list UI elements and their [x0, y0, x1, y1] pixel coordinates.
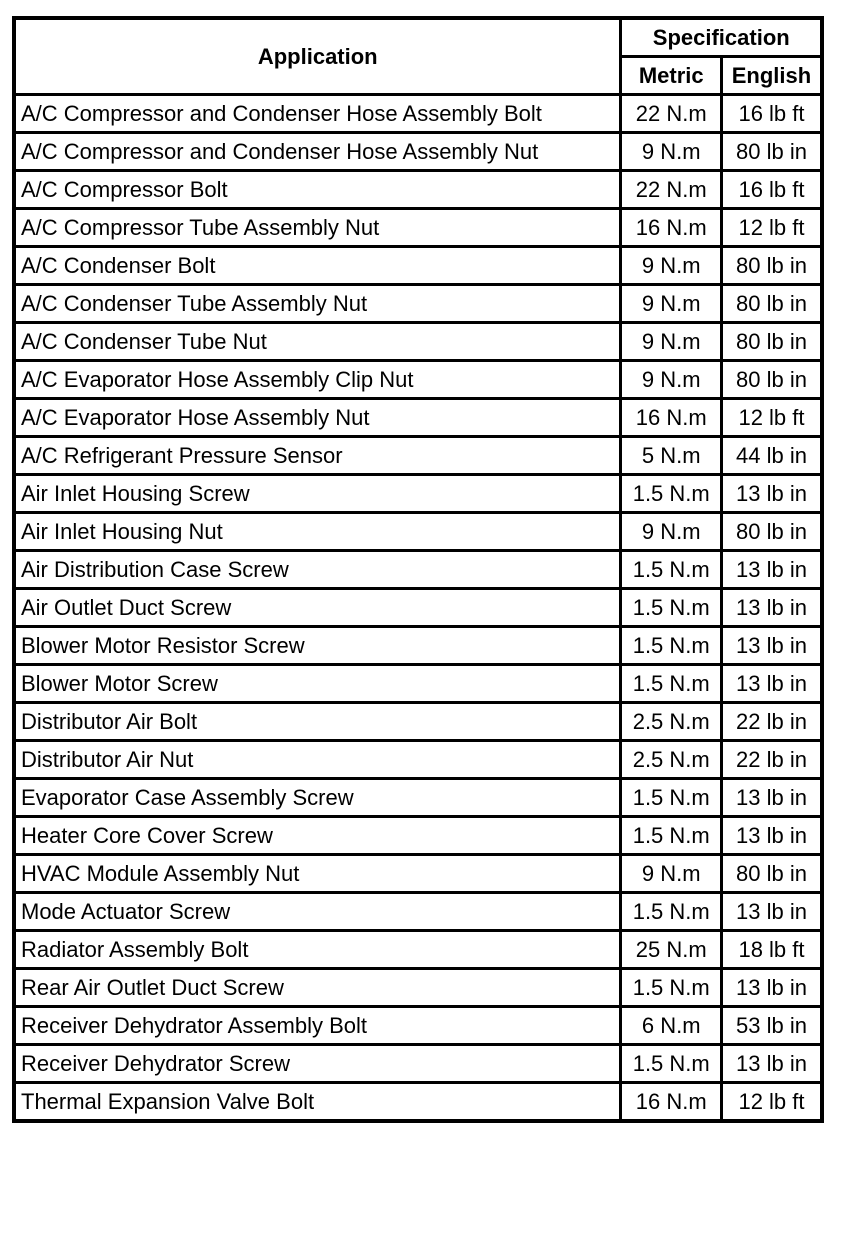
english-cell: 80 lb in [721, 513, 822, 551]
table-row [14, 703, 822, 741]
metric-cell: 22 N.m [621, 95, 721, 133]
application-cell: A/C Compressor Tube Assembly Nut [14, 209, 621, 247]
application-cell: Air Inlet Housing Nut [14, 513, 621, 551]
table-row [14, 665, 822, 703]
table-body [14, 95, 822, 1122]
application-cell: A/C Evaporator Hose Assembly Clip Nut [14, 361, 621, 399]
metric-cell: 9 N.m [621, 247, 721, 285]
table-row [14, 893, 822, 931]
english-cell: 80 lb in [721, 855, 822, 893]
application-cell: A/C Compressor and Condenser Hose Assembly Bolt [14, 95, 621, 133]
table-row [14, 475, 822, 513]
metric-cell: 9 N.m [621, 513, 721, 551]
metric-cell: 9 N.m [621, 361, 721, 399]
application-cell: Rear Air Outlet Duct Screw [14, 969, 621, 1007]
english-cell: 80 lb in [721, 285, 822, 323]
metric-cell: 1.5 N.m [621, 665, 721, 703]
table-row [14, 437, 822, 475]
application-cell: A/C Compressor Bolt [14, 171, 621, 209]
table-row [14, 285, 822, 323]
table-row [14, 513, 822, 551]
application-cell: HVAC Module Assembly Nut [14, 855, 621, 893]
metric-cell: 16 N.m [621, 209, 721, 247]
metric-cell: 1.5 N.m [621, 589, 721, 627]
metric-cell: 1.5 N.m [621, 817, 721, 855]
table-row [14, 779, 822, 817]
english-cell: 18 lb ft [721, 931, 822, 969]
metric-cell: 2.5 N.m [621, 741, 721, 779]
application-cell: Heater Core Cover Screw [14, 817, 621, 855]
table-row [14, 247, 822, 285]
application-cell: Receiver Dehydrator Assembly Bolt [14, 1007, 621, 1045]
english-cell: 13 lb in [721, 779, 822, 817]
metric-cell: 1.5 N.m [621, 627, 721, 665]
application-cell: A/C Compressor and Condenser Hose Assembly Nut [14, 133, 621, 171]
english-cell: 16 lb ft [721, 95, 822, 133]
english-cell: 13 lb in [721, 475, 822, 513]
metric-cell: 9 N.m [621, 855, 721, 893]
english-cell: 22 lb in [721, 703, 822, 741]
english-cell: 13 lb in [721, 665, 822, 703]
english-cell: 13 lb in [721, 893, 822, 931]
english-cell: 13 lb in [721, 627, 822, 665]
application-cell: A/C Evaporator Hose Assembly Nut [14, 399, 621, 437]
english-cell: 44 lb in [721, 437, 822, 475]
metric-cell: 1.5 N.m [621, 1045, 721, 1083]
english-cell: 22 lb in [721, 741, 822, 779]
metric-cell: 9 N.m [621, 323, 721, 361]
table-row [14, 209, 822, 247]
metric-cell: 16 N.m [621, 1083, 721, 1122]
english-cell: 13 lb in [721, 1045, 822, 1083]
table-row [14, 551, 822, 589]
application-cell: Air Distribution Case Screw [14, 551, 621, 589]
metric-cell: 22 N.m [621, 171, 721, 209]
english-cell: 80 lb in [721, 361, 822, 399]
table-row [14, 133, 822, 171]
metric-cell: 5 N.m [621, 437, 721, 475]
application-header: Application [14, 18, 621, 95]
table-row [14, 1045, 822, 1083]
table-row [14, 589, 822, 627]
table-row [14, 95, 822, 133]
application-cell: Thermal Expansion Valve Bolt [14, 1083, 621, 1122]
metric-cell: 9 N.m [621, 133, 721, 171]
metric-cell: 9 N.m [621, 285, 721, 323]
metric-cell: 1.5 N.m [621, 969, 721, 1007]
english-cell: 13 lb in [721, 589, 822, 627]
application-cell: Blower Motor Resistor Screw [14, 627, 621, 665]
application-cell: Mode Actuator Screw [14, 893, 621, 931]
table-row [14, 171, 822, 209]
english-cell: 12 lb ft [721, 1083, 822, 1122]
application-cell: Receiver Dehydrator Screw [14, 1045, 621, 1083]
application-cell: A/C Condenser Tube Nut [14, 323, 621, 361]
table-row [14, 969, 822, 1007]
english-header: English [721, 57, 822, 95]
metric-header: Metric [621, 57, 721, 95]
application-cell: A/C Condenser Bolt [14, 247, 621, 285]
table-row [14, 855, 822, 893]
english-cell: 53 lb in [721, 1007, 822, 1045]
application-cell: Radiator Assembly Bolt [14, 931, 621, 969]
application-cell: Air Outlet Duct Screw [14, 589, 621, 627]
english-cell: 13 lb in [721, 969, 822, 1007]
english-cell: 13 lb in [721, 817, 822, 855]
metric-cell: 1.5 N.m [621, 551, 721, 589]
table-row [14, 1007, 822, 1045]
metric-cell: 1.5 N.m [621, 893, 721, 931]
application-cell: Distributor Air Bolt [14, 703, 621, 741]
application-cell: Blower Motor Screw [14, 665, 621, 703]
table-row [14, 323, 822, 361]
specification-header: Specification [621, 18, 822, 57]
metric-cell: 1.5 N.m [621, 475, 721, 513]
table-row [14, 1083, 822, 1122]
table-row [14, 627, 822, 665]
english-cell: 13 lb in [721, 551, 822, 589]
english-cell: 80 lb in [721, 323, 822, 361]
application-cell: A/C Condenser Tube Assembly Nut [14, 285, 621, 323]
english-cell: 12 lb ft [721, 209, 822, 247]
table-row [14, 741, 822, 779]
table-row [14, 817, 822, 855]
english-cell: 16 lb ft [721, 171, 822, 209]
torque-spec-table [12, 16, 824, 1123]
english-cell: 12 lb ft [721, 399, 822, 437]
metric-cell: 16 N.m [621, 399, 721, 437]
application-cell: Air Inlet Housing Screw [14, 475, 621, 513]
application-cell: A/C Refrigerant Pressure Sensor [14, 437, 621, 475]
table-row [14, 361, 822, 399]
metric-cell: 1.5 N.m [621, 779, 721, 817]
metric-cell: 2.5 N.m [621, 703, 721, 741]
application-cell: Distributor Air Nut [14, 741, 621, 779]
header-row-top [14, 18, 822, 57]
table-row [14, 931, 822, 969]
table-row [14, 399, 822, 437]
english-cell: 80 lb in [721, 247, 822, 285]
metric-cell: 25 N.m [621, 931, 721, 969]
metric-cell: 6 N.m [621, 1007, 721, 1045]
application-cell: Evaporator Case Assembly Screw [14, 779, 621, 817]
english-cell: 80 lb in [721, 133, 822, 171]
